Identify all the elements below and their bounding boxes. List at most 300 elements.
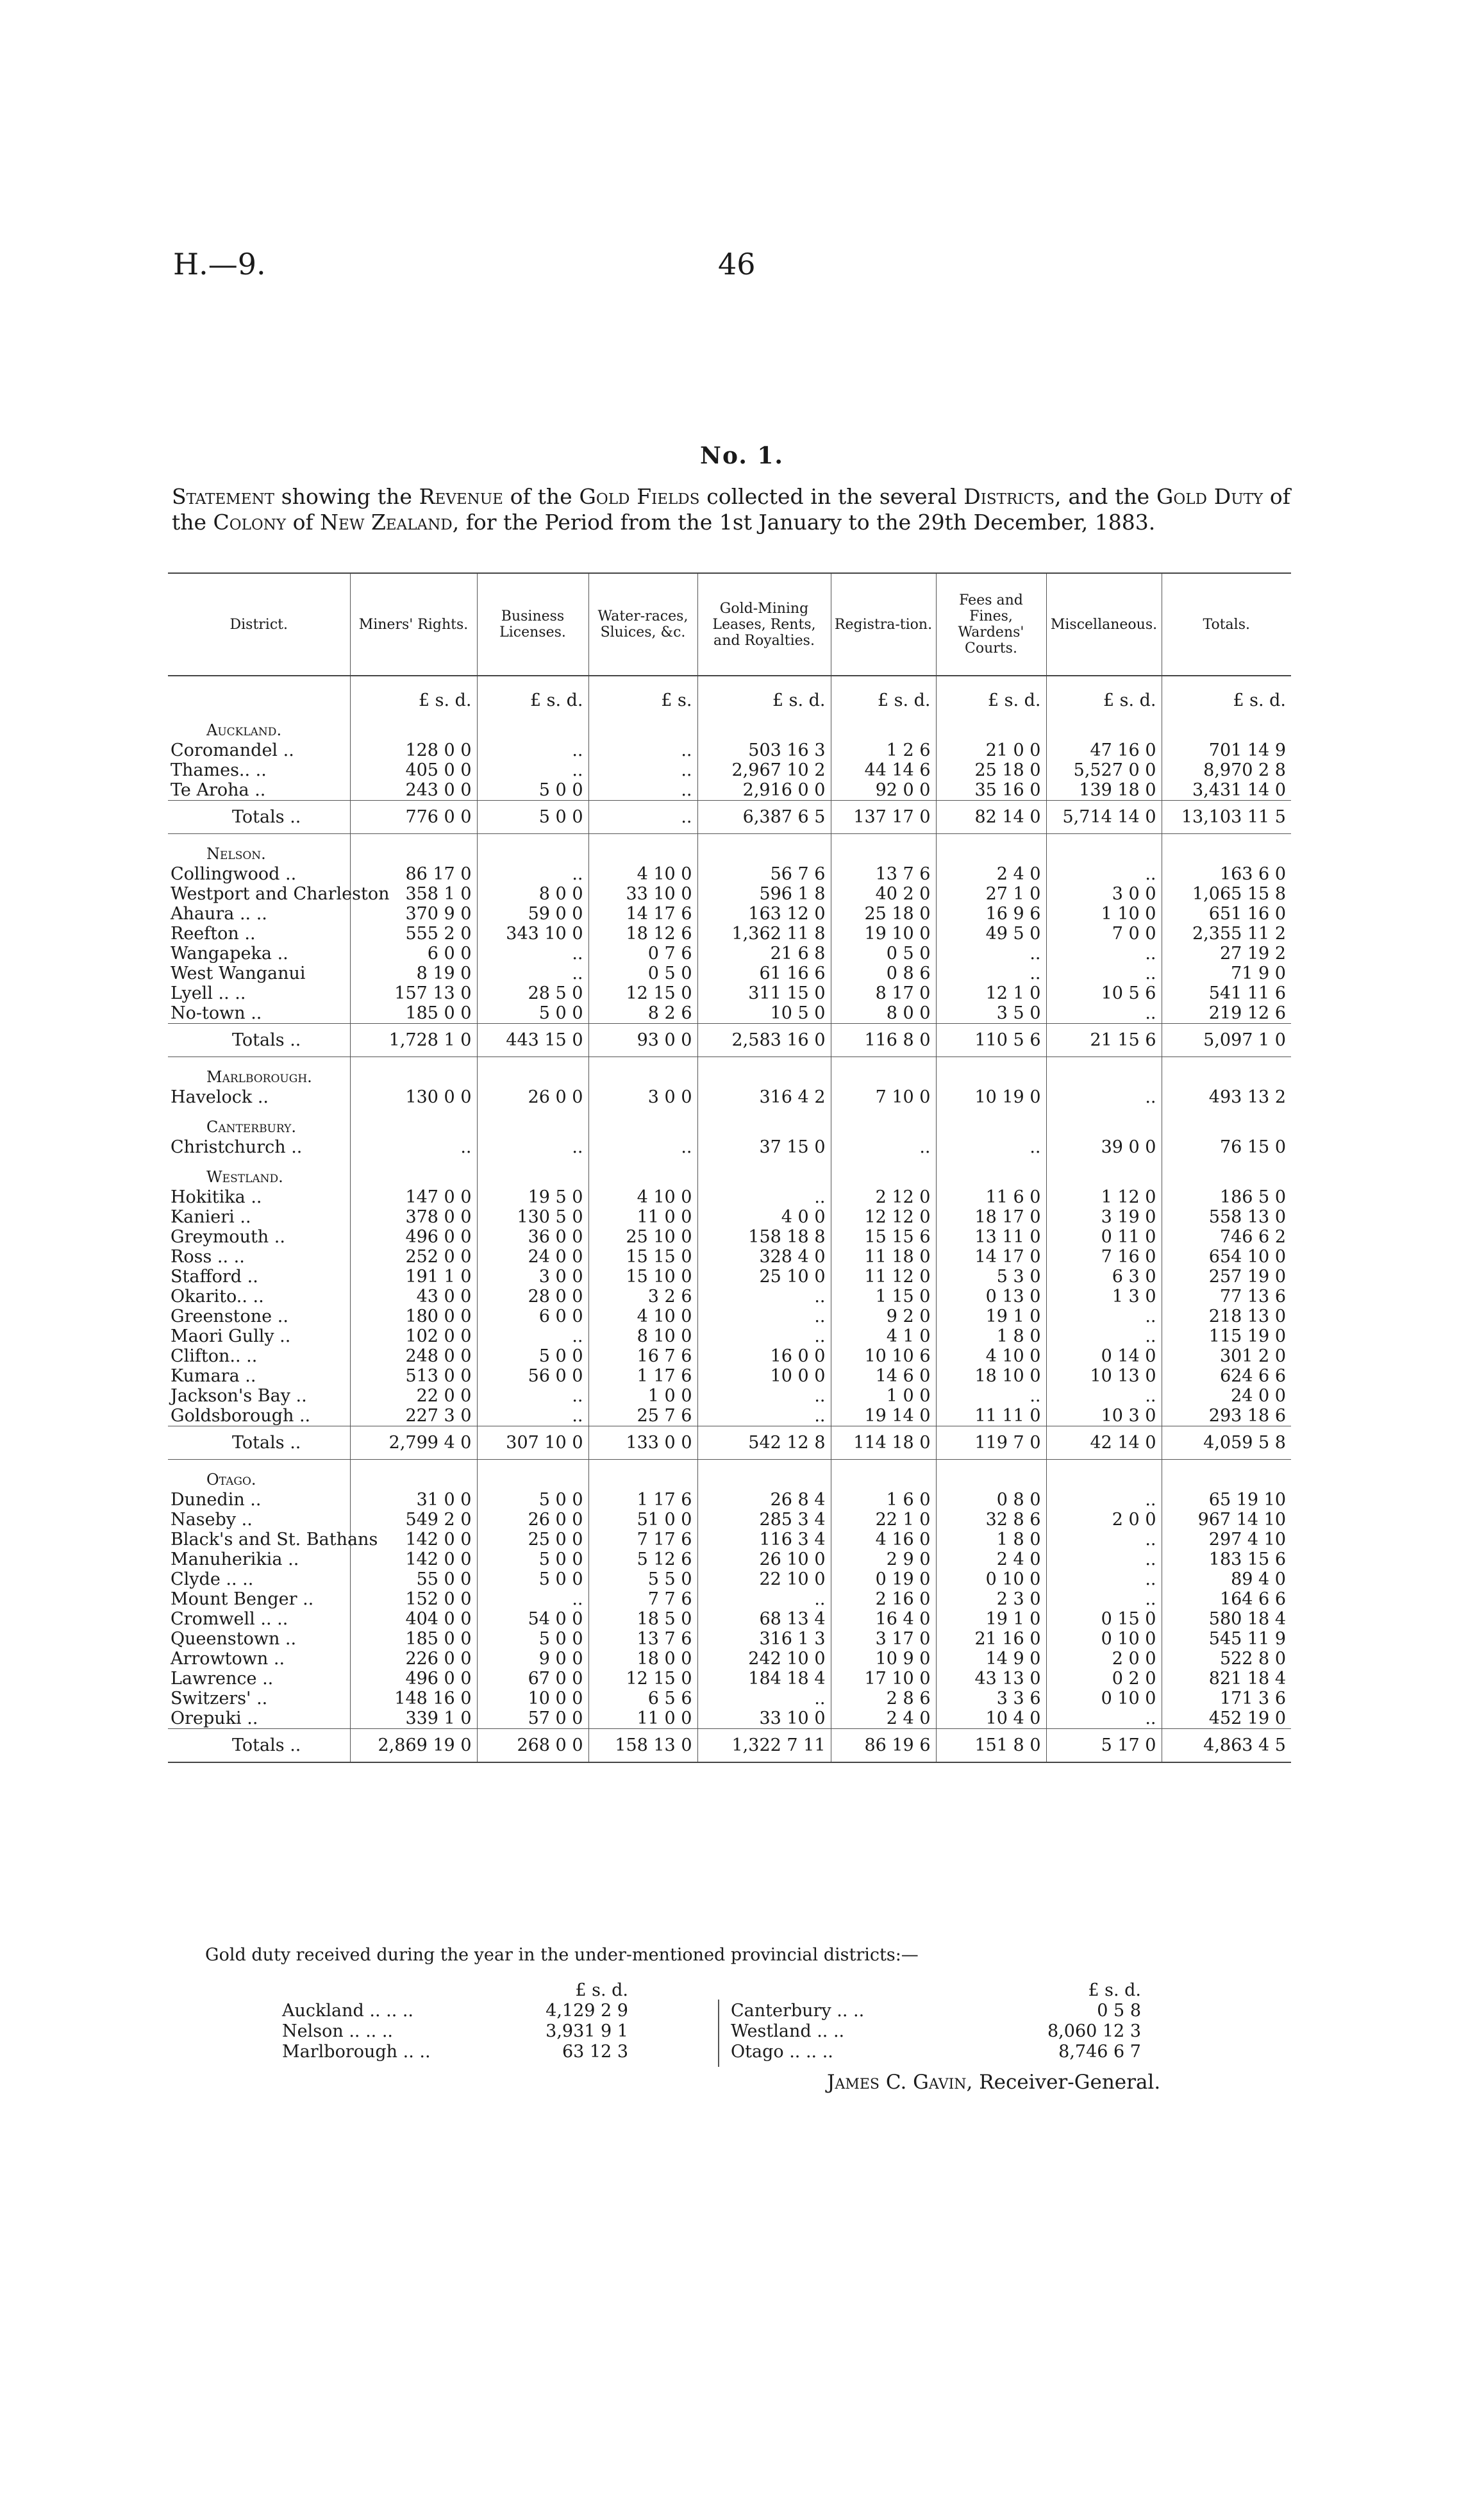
amount-cell: .. [1046, 1087, 1162, 1107]
amount-cell: .. [1046, 1326, 1162, 1346]
amount-cell: 522 8 0 [1162, 1649, 1291, 1669]
district-heading-row [168, 834, 1291, 865]
statement-number: No. 1. [700, 442, 784, 469]
amount-cell: 130 0 0 [350, 1087, 477, 1107]
locality-name: Queenstown .. [171, 1629, 297, 1649]
amount-cell: .. [697, 1689, 831, 1708]
amount-cell: 12 1 0 [936, 983, 1046, 1003]
amount-cell: 5 0 0 [477, 1550, 588, 1569]
amount-cell: 18 17 0 [936, 1207, 1046, 1227]
table-row [168, 904, 1291, 924]
total-amount: 1,322 7 11 [697, 1729, 831, 1763]
total-amount: 5 0 0 [477, 801, 588, 834]
empty-cell [588, 1460, 697, 1491]
amount-cell: 297 4 10 [1162, 1530, 1291, 1550]
amount-cell: 8 17 0 [831, 983, 936, 1003]
amount-cell: 252 0 0 [350, 1247, 477, 1267]
amount-cell: 558 13 0 [1162, 1207, 1291, 1227]
title-part: Gold Duty [1156, 484, 1263, 509]
amount-cell: 219 12 6 [1162, 1003, 1291, 1024]
amount-cell: .. [1046, 1490, 1162, 1510]
amount-cell: 43 0 0 [350, 1287, 477, 1307]
amount-cell: 493 13 2 [1162, 1087, 1291, 1107]
amount-cell: 26 0 0 [477, 1510, 588, 1530]
district-heading-row [168, 1460, 1291, 1491]
table-row [168, 1550, 1291, 1569]
amount-cell: .. [588, 780, 697, 801]
amount-cell: 191 1 0 [350, 1267, 477, 1287]
gold-duty-district: Nelson .. .. .. [282, 2021, 393, 2041]
amount-cell: .. [936, 944, 1046, 964]
unit-label: £ s. d. [350, 676, 477, 710]
page-number: 46 [718, 247, 756, 281]
amount-cell: 68 13 4 [697, 1609, 831, 1629]
amount-cell: 1 17 6 [588, 1366, 697, 1386]
empty-cell [1046, 1057, 1162, 1088]
totals-row [168, 1024, 1291, 1057]
amount-cell: 22 1 0 [831, 1510, 936, 1530]
column-header: Totals. [1162, 573, 1291, 676]
amount-cell: 5 3 0 [936, 1267, 1046, 1287]
gold-duty-amount: 8,746 6 7 [1058, 2042, 1141, 2062]
amount-cell: .. [477, 1137, 588, 1157]
amount-cell: 56 7 6 [697, 864, 831, 884]
locality-name: Wangapeka .. [171, 944, 288, 964]
amount-cell: .. [588, 740, 697, 760]
totals-label: Totals .. [168, 801, 350, 834]
empty-cell [477, 710, 588, 740]
amount-cell: 328 4 0 [697, 1247, 831, 1267]
table-row [168, 1669, 1291, 1689]
amount-cell: 7 10 0 [831, 1087, 936, 1107]
amount-cell: 142 0 0 [350, 1550, 477, 1569]
amount-cell: 44 14 6 [831, 760, 936, 780]
amount-cell: 226 0 0 [350, 1649, 477, 1669]
amount-cell: .. [477, 864, 588, 884]
amount-cell: 8 0 0 [831, 1003, 936, 1024]
gold-duty-amount: 0 5 8 [1097, 2001, 1141, 2021]
total-amount: 2,799 4 0 [350, 1426, 477, 1460]
table-row [168, 1510, 1291, 1530]
locality-name: Greymouth .. [171, 1227, 285, 1247]
empty-cell [477, 1460, 588, 1491]
empty-cell [1162, 1157, 1291, 1187]
total-amount: 5,714 14 0 [1046, 801, 1162, 834]
district-name: Nelson. [206, 845, 266, 863]
amount-cell: .. [1046, 1550, 1162, 1569]
table-row [168, 983, 1291, 1003]
table-row [168, 1326, 1291, 1346]
amount-cell: 21 0 0 [936, 740, 1046, 760]
amount-cell: 24 0 0 [477, 1247, 588, 1267]
locality-name: Stafford .. [171, 1267, 258, 1287]
amount-cell: 11 11 0 [936, 1406, 1046, 1426]
empty-cell [350, 1057, 477, 1088]
amount-cell: 186 5 0 [1162, 1187, 1291, 1207]
unit-label: £ s. d. [477, 676, 588, 710]
amount-cell: 19 10 0 [831, 924, 936, 944]
column-header: Miners' Rights. [350, 573, 477, 676]
amount-cell: 39 0 0 [1046, 1137, 1162, 1157]
amount-cell: 26 10 0 [697, 1550, 831, 1569]
amount-cell: 1 8 0 [936, 1530, 1046, 1550]
amount-cell: .. [1046, 864, 1162, 884]
empty-cell [936, 1057, 1046, 1088]
amount-cell: 25 10 0 [697, 1267, 831, 1287]
unit-label: £ s. [588, 676, 697, 710]
locality-name: Jackson's Bay .. [171, 1386, 307, 1406]
amount-cell: 8 19 0 [350, 964, 477, 983]
table-row [168, 1207, 1291, 1227]
gold-duty-divider [718, 2000, 719, 2067]
empty-cell [588, 1057, 697, 1088]
amount-cell: 40 2 0 [831, 884, 936, 904]
amount-cell: .. [477, 964, 588, 983]
amount-cell: 0 15 0 [1046, 1609, 1162, 1629]
amount-cell: 4 10 0 [936, 1346, 1046, 1366]
amount-cell: 152 0 0 [350, 1589, 477, 1609]
empty-cell [697, 1460, 831, 1491]
empty-cell [350, 834, 477, 865]
amount-cell: 0 5 0 [831, 944, 936, 964]
total-amount: 86 19 6 [831, 1729, 936, 1763]
empty-cell [831, 1460, 936, 1491]
amount-cell: 32 8 6 [936, 1510, 1046, 1530]
amount-cell: 8,970 2 8 [1162, 760, 1291, 780]
amount-cell: 301 2 0 [1162, 1346, 1291, 1366]
amount-cell: .. [1046, 1530, 1162, 1550]
locality-name: Hokitika .. [171, 1187, 262, 1207]
amount-cell: 6 0 0 [350, 944, 477, 964]
locality-name: Te Aroha .. [171, 780, 266, 800]
amount-cell: 51 0 0 [588, 1510, 697, 1530]
empty-cell [936, 1460, 1046, 1491]
empty-cell [936, 710, 1046, 740]
amount-cell: 2,355 11 2 [1162, 924, 1291, 944]
amount-cell: 248 0 0 [350, 1346, 477, 1366]
district-name: Otago. [206, 1471, 256, 1489]
amount-cell: 163 6 0 [1162, 864, 1291, 884]
amount-cell: 580 18 4 [1162, 1609, 1291, 1629]
amount-cell: 55 0 0 [350, 1569, 477, 1589]
amount-cell: 158 18 8 [697, 1227, 831, 1247]
amount-cell: 2 0 0 [1046, 1510, 1162, 1530]
signatory-title: , Receiver-General. [966, 2071, 1161, 2094]
amount-cell: 10 5 6 [1046, 983, 1162, 1003]
amount-cell: .. [350, 1137, 477, 1157]
amount-cell: 171 3 6 [1162, 1689, 1291, 1708]
amount-cell: 13 11 0 [936, 1227, 1046, 1247]
empty-cell [697, 1057, 831, 1088]
empty-cell [831, 1157, 936, 1187]
amount-cell: 77 13 6 [1162, 1287, 1291, 1307]
amount-cell: 2,916 0 0 [697, 780, 831, 801]
amount-cell: 10 19 0 [936, 1087, 1046, 1107]
total-amount: 21 15 6 [1046, 1024, 1162, 1057]
amount-cell: 184 18 4 [697, 1669, 831, 1689]
amount-cell: 1 6 0 [831, 1490, 936, 1510]
amount-cell: 10 4 0 [936, 1708, 1046, 1729]
amount-cell: 19 1 0 [936, 1307, 1046, 1326]
unit-label: £ s. d. [697, 676, 831, 710]
totals-row [168, 1426, 1291, 1460]
amount-cell: 227 3 0 [350, 1406, 477, 1426]
column-header: Water-races, Sluices, &c. [588, 573, 697, 676]
amount-cell: 4 16 0 [831, 1530, 936, 1550]
empty-cell [477, 834, 588, 865]
amount-cell: 2 3 0 [936, 1589, 1046, 1609]
locality-name: Cromwell .. .. [171, 1609, 288, 1629]
title-part: Districts [963, 484, 1055, 509]
amount-cell: 35 16 0 [936, 780, 1046, 801]
empty-cell [477, 1157, 588, 1187]
total-amount: 2,583 16 0 [697, 1024, 831, 1057]
amount-cell: .. [936, 1137, 1046, 1157]
amount-cell: .. [477, 1386, 588, 1406]
amount-cell: 67 0 0 [477, 1669, 588, 1689]
amount-cell: 3 19 0 [1046, 1207, 1162, 1227]
amount-cell: .. [697, 1386, 831, 1406]
district-name: Canterbury. [206, 1118, 297, 1136]
amount-cell: 2,967 10 2 [697, 760, 831, 780]
amount-cell: 14 17 6 [588, 904, 697, 924]
amount-cell: 17 10 0 [831, 1669, 936, 1689]
empty-cell [831, 710, 936, 740]
amount-cell: 76 15 0 [1162, 1137, 1291, 1157]
table-row [168, 780, 1291, 801]
amount-cell: 28 5 0 [477, 983, 588, 1003]
amount-cell: 0 19 0 [831, 1569, 936, 1589]
statement-title [172, 484, 1290, 535]
amount-cell: .. [936, 964, 1046, 983]
table-row [168, 944, 1291, 964]
gold-duty-row [282, 2021, 628, 2042]
document-code: H.—9. [173, 247, 266, 281]
empty-cell [1162, 834, 1291, 865]
amount-cell: .. [697, 1187, 831, 1207]
empty-cell [697, 710, 831, 740]
amount-cell: .. [477, 1589, 588, 1609]
amount-cell: 36 0 0 [477, 1227, 588, 1247]
column-header: Business Licenses. [477, 573, 588, 676]
title-part: Revenue [419, 484, 503, 509]
gold-duty-district: Westland .. .. [731, 2021, 845, 2041]
total-amount: 110 5 6 [936, 1024, 1046, 1057]
amount-cell: 16 9 6 [936, 904, 1046, 924]
table-row [168, 1187, 1291, 1207]
amount-cell: 22 10 0 [697, 1569, 831, 1589]
amount-cell: 1 8 0 [936, 1326, 1046, 1346]
amount-cell: 3 5 0 [936, 1003, 1046, 1024]
unit-label: £ s. d. [1046, 676, 1162, 710]
amount-cell: .. [1046, 1003, 1162, 1024]
district-name: Westland. [206, 1168, 283, 1186]
amount-cell: 378 0 0 [350, 1207, 477, 1227]
amount-cell: 2 4 0 [936, 1550, 1046, 1569]
amount-cell: 12 15 0 [588, 983, 697, 1003]
empty-cell [1046, 1157, 1162, 1187]
amount-cell: 0 13 0 [936, 1287, 1046, 1307]
amount-cell: 25 10 0 [588, 1227, 697, 1247]
amount-cell: 18 12 6 [588, 924, 697, 944]
amount-cell: .. [1046, 1307, 1162, 1326]
total-amount: 542 12 8 [697, 1426, 831, 1460]
amount-cell: .. [697, 1326, 831, 1346]
amount-cell: 5 0 0 [477, 780, 588, 801]
column-header: Gold-Mining Leases, Rents, and Royalties. [697, 573, 831, 676]
table-row [168, 1003, 1291, 1024]
amount-cell: 185 0 0 [350, 1629, 477, 1649]
revenue-table [168, 572, 1291, 1763]
amount-cell: 10 3 0 [1046, 1406, 1162, 1426]
title-part: New Zealand [320, 510, 453, 535]
amount-cell: .. [477, 1326, 588, 1346]
amount-cell: 10 13 0 [1046, 1366, 1162, 1386]
amount-cell: 18 10 0 [936, 1366, 1046, 1386]
table-row [168, 1609, 1291, 1629]
empty-cell [477, 1057, 588, 1088]
amount-cell: .. [477, 740, 588, 760]
amount-cell: 967 14 10 [1162, 1510, 1291, 1530]
amount-cell: 218 13 0 [1162, 1307, 1291, 1326]
table-row [168, 1137, 1291, 1157]
title-part: collected in the several [699, 484, 964, 509]
locality-name: Goldsborough .. [171, 1406, 311, 1426]
amount-cell: .. [477, 944, 588, 964]
amount-cell: 624 6 6 [1162, 1366, 1291, 1386]
amount-cell: 339 1 0 [350, 1708, 477, 1729]
locality-name: Ross .. .. [171, 1247, 245, 1267]
amount-cell: 89 4 0 [1162, 1569, 1291, 1589]
table-row [168, 1406, 1291, 1426]
unit-label: £ s. d. [936, 676, 1046, 710]
title-part: Colony [213, 510, 287, 535]
amount-cell: 358 1 0 [350, 884, 477, 904]
locality-name: No-town .. [171, 1003, 262, 1023]
amount-cell: 15 15 6 [831, 1227, 936, 1247]
amount-cell: 61 16 6 [697, 964, 831, 983]
title-part: , and the [1055, 484, 1157, 509]
amount-cell: 43 13 0 [936, 1669, 1046, 1689]
amount-cell: 31 0 0 [350, 1490, 477, 1510]
amount-cell: 13 7 6 [831, 864, 936, 884]
amount-cell: 654 10 0 [1162, 1247, 1291, 1267]
locality-name: Maori Gully .. [171, 1326, 291, 1346]
amount-cell: 33 10 0 [588, 884, 697, 904]
title-part: , for the Period from the 1st January to the 29th December, 1883. [452, 510, 1156, 535]
amount-cell: 2 16 0 [831, 1589, 936, 1609]
amount-cell: 185 0 0 [350, 1003, 477, 1024]
empty-cell [1046, 710, 1162, 740]
gold-duty-section [205, 1945, 1295, 2062]
amount-cell: 6 5 6 [588, 1689, 697, 1708]
amount-cell: .. [1046, 964, 1162, 983]
amount-cell: 3 17 0 [831, 1629, 936, 1649]
district-name: Auckland. [206, 721, 282, 739]
total-amount: 93 0 0 [588, 1024, 697, 1057]
table-row [168, 884, 1291, 904]
amount-cell: 316 4 2 [697, 1087, 831, 1107]
total-amount: 82 14 0 [936, 801, 1046, 834]
amount-cell: .. [697, 1287, 831, 1307]
amount-cell: 3 0 0 [1046, 884, 1162, 904]
table-row [168, 1689, 1291, 1708]
amount-cell: 157 13 0 [350, 983, 477, 1003]
column-header: Registra-tion. [831, 573, 936, 676]
amount-cell: 14 6 0 [831, 1366, 936, 1386]
amount-cell: 25 18 0 [936, 760, 1046, 780]
gold-duty-units: £ s. d. [1088, 1980, 1141, 2000]
table-header-row [168, 573, 1291, 676]
amount-cell: 28 0 0 [477, 1287, 588, 1307]
title-part: showing the [274, 484, 419, 509]
units-row [168, 676, 1291, 710]
amount-cell: 5 0 0 [477, 1569, 588, 1589]
locality-name: Westport and Charleston [171, 884, 390, 904]
district-heading-row [168, 1157, 1291, 1187]
amount-cell: 25 0 0 [477, 1530, 588, 1550]
page-header [173, 247, 1301, 292]
amount-cell: 2 0 0 [1046, 1649, 1162, 1669]
empty-cell [1162, 1057, 1291, 1088]
total-amount: 1,728 1 0 [350, 1024, 477, 1057]
amount-cell: 5 0 0 [477, 1629, 588, 1649]
amount-cell: 26 0 0 [477, 1087, 588, 1107]
totals-label: Totals .. [168, 1024, 350, 1057]
gold-duty-title: Gold duty received during the year in the under-mentioned provincial districts:— [205, 1945, 919, 1965]
table-row [168, 1287, 1291, 1307]
locality-name: Coromandel .. [171, 740, 294, 760]
empty-cell [936, 1107, 1046, 1137]
amount-cell: 2 4 0 [831, 1708, 936, 1729]
locality-name: Clyde .. .. [171, 1569, 254, 1589]
total-amount: 116 8 0 [831, 1024, 936, 1057]
amount-cell: 37 15 0 [697, 1137, 831, 1157]
total-amount: 6,387 6 5 [697, 801, 831, 834]
empty-cell [697, 1157, 831, 1187]
empty-cell [588, 834, 697, 865]
amount-cell: 12 15 0 [588, 1669, 697, 1689]
table-row [168, 1227, 1291, 1247]
amount-cell: 16 7 6 [588, 1346, 697, 1366]
amount-cell: 545 11 9 [1162, 1629, 1291, 1649]
amount-cell: .. [588, 1137, 697, 1157]
amount-cell: 9 2 0 [831, 1307, 936, 1326]
total-amount: 158 13 0 [588, 1729, 697, 1763]
table-row [168, 740, 1291, 760]
locality-name: Orepuki .. [171, 1708, 258, 1728]
total-amount: 4,059 5 8 [1162, 1426, 1291, 1460]
amount-cell: 116 3 4 [697, 1530, 831, 1550]
amount-cell: 148 16 0 [350, 1689, 477, 1708]
amount-cell: 6 3 0 [1046, 1267, 1162, 1287]
amount-cell: 316 1 3 [697, 1629, 831, 1649]
locality-name: Dunedin .. [171, 1490, 262, 1510]
table-row [168, 1490, 1291, 1510]
amount-cell: 27 1 0 [936, 884, 1046, 904]
amount-cell: .. [697, 1307, 831, 1326]
amount-cell: 11 0 0 [588, 1708, 697, 1729]
amount-cell: 4 0 0 [697, 1207, 831, 1227]
total-amount: 776 0 0 [350, 801, 477, 834]
gold-duty-right-column [731, 1980, 1141, 2062]
table-row [168, 1307, 1291, 1326]
amount-cell: 1 0 0 [831, 1386, 936, 1406]
empty-cell [936, 834, 1046, 865]
amount-cell: 2 8 6 [831, 1689, 936, 1708]
amount-cell: 14 17 0 [936, 1247, 1046, 1267]
amount-cell: 3 2 6 [588, 1287, 697, 1307]
